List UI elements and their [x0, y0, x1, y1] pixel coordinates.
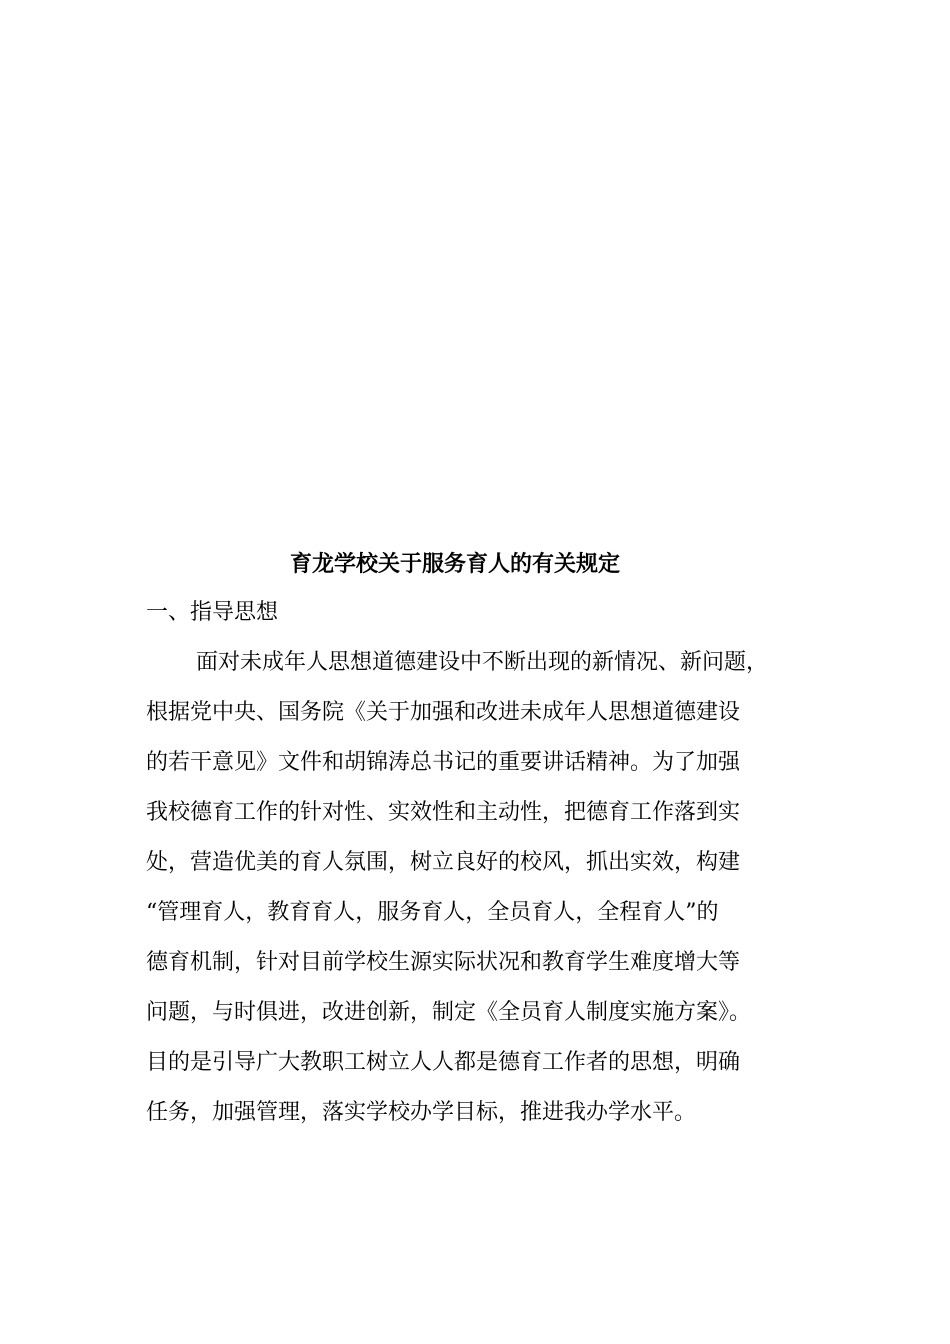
paragraph-line: 我校德育工作的针对性、实效性和主动性，把德育工作落到实	[146, 800, 741, 825]
document-title: 育龙学校关于服务育人的有关规定	[289, 551, 620, 577]
paragraph-line: 目的是引导广大教职工树立人人都是德育工作者的思想，明确	[146, 1050, 741, 1075]
body-paragraph	[146, 643, 826, 1143]
paragraph-line: 德育机制，针对目前学校生源实际状况和教育学生难度增大等	[146, 950, 741, 975]
paragraph-line: 任务，加强管理，落实学校办学目标，推进我办学水平。	[146, 1100, 697, 1125]
paragraph-line: 问题，与时俱进，改进创新，制定《全员育人制度实施方案》。	[146, 1000, 752, 1025]
paragraph-line: 面对未成年人思想道德建设中不断出现的新情况、新问题，	[196, 650, 769, 675]
paragraph-line: “管理育人，教育育人，服务育人，全员育人，全程育人”的	[146, 900, 719, 925]
section-heading: 一、指导思想	[146, 600, 279, 625]
paragraph-line: 处，营造优美的育人氛围，树立良好的校风，抓出实效，构建	[146, 850, 741, 875]
paragraph-line: 根据党中央、国务院《关于加强和改进未成年人思想道德建设	[146, 700, 741, 725]
paragraph-line: 的若干意见》文件和胡锦涛总书记的重要讲话精神。为了加强	[146, 750, 741, 775]
